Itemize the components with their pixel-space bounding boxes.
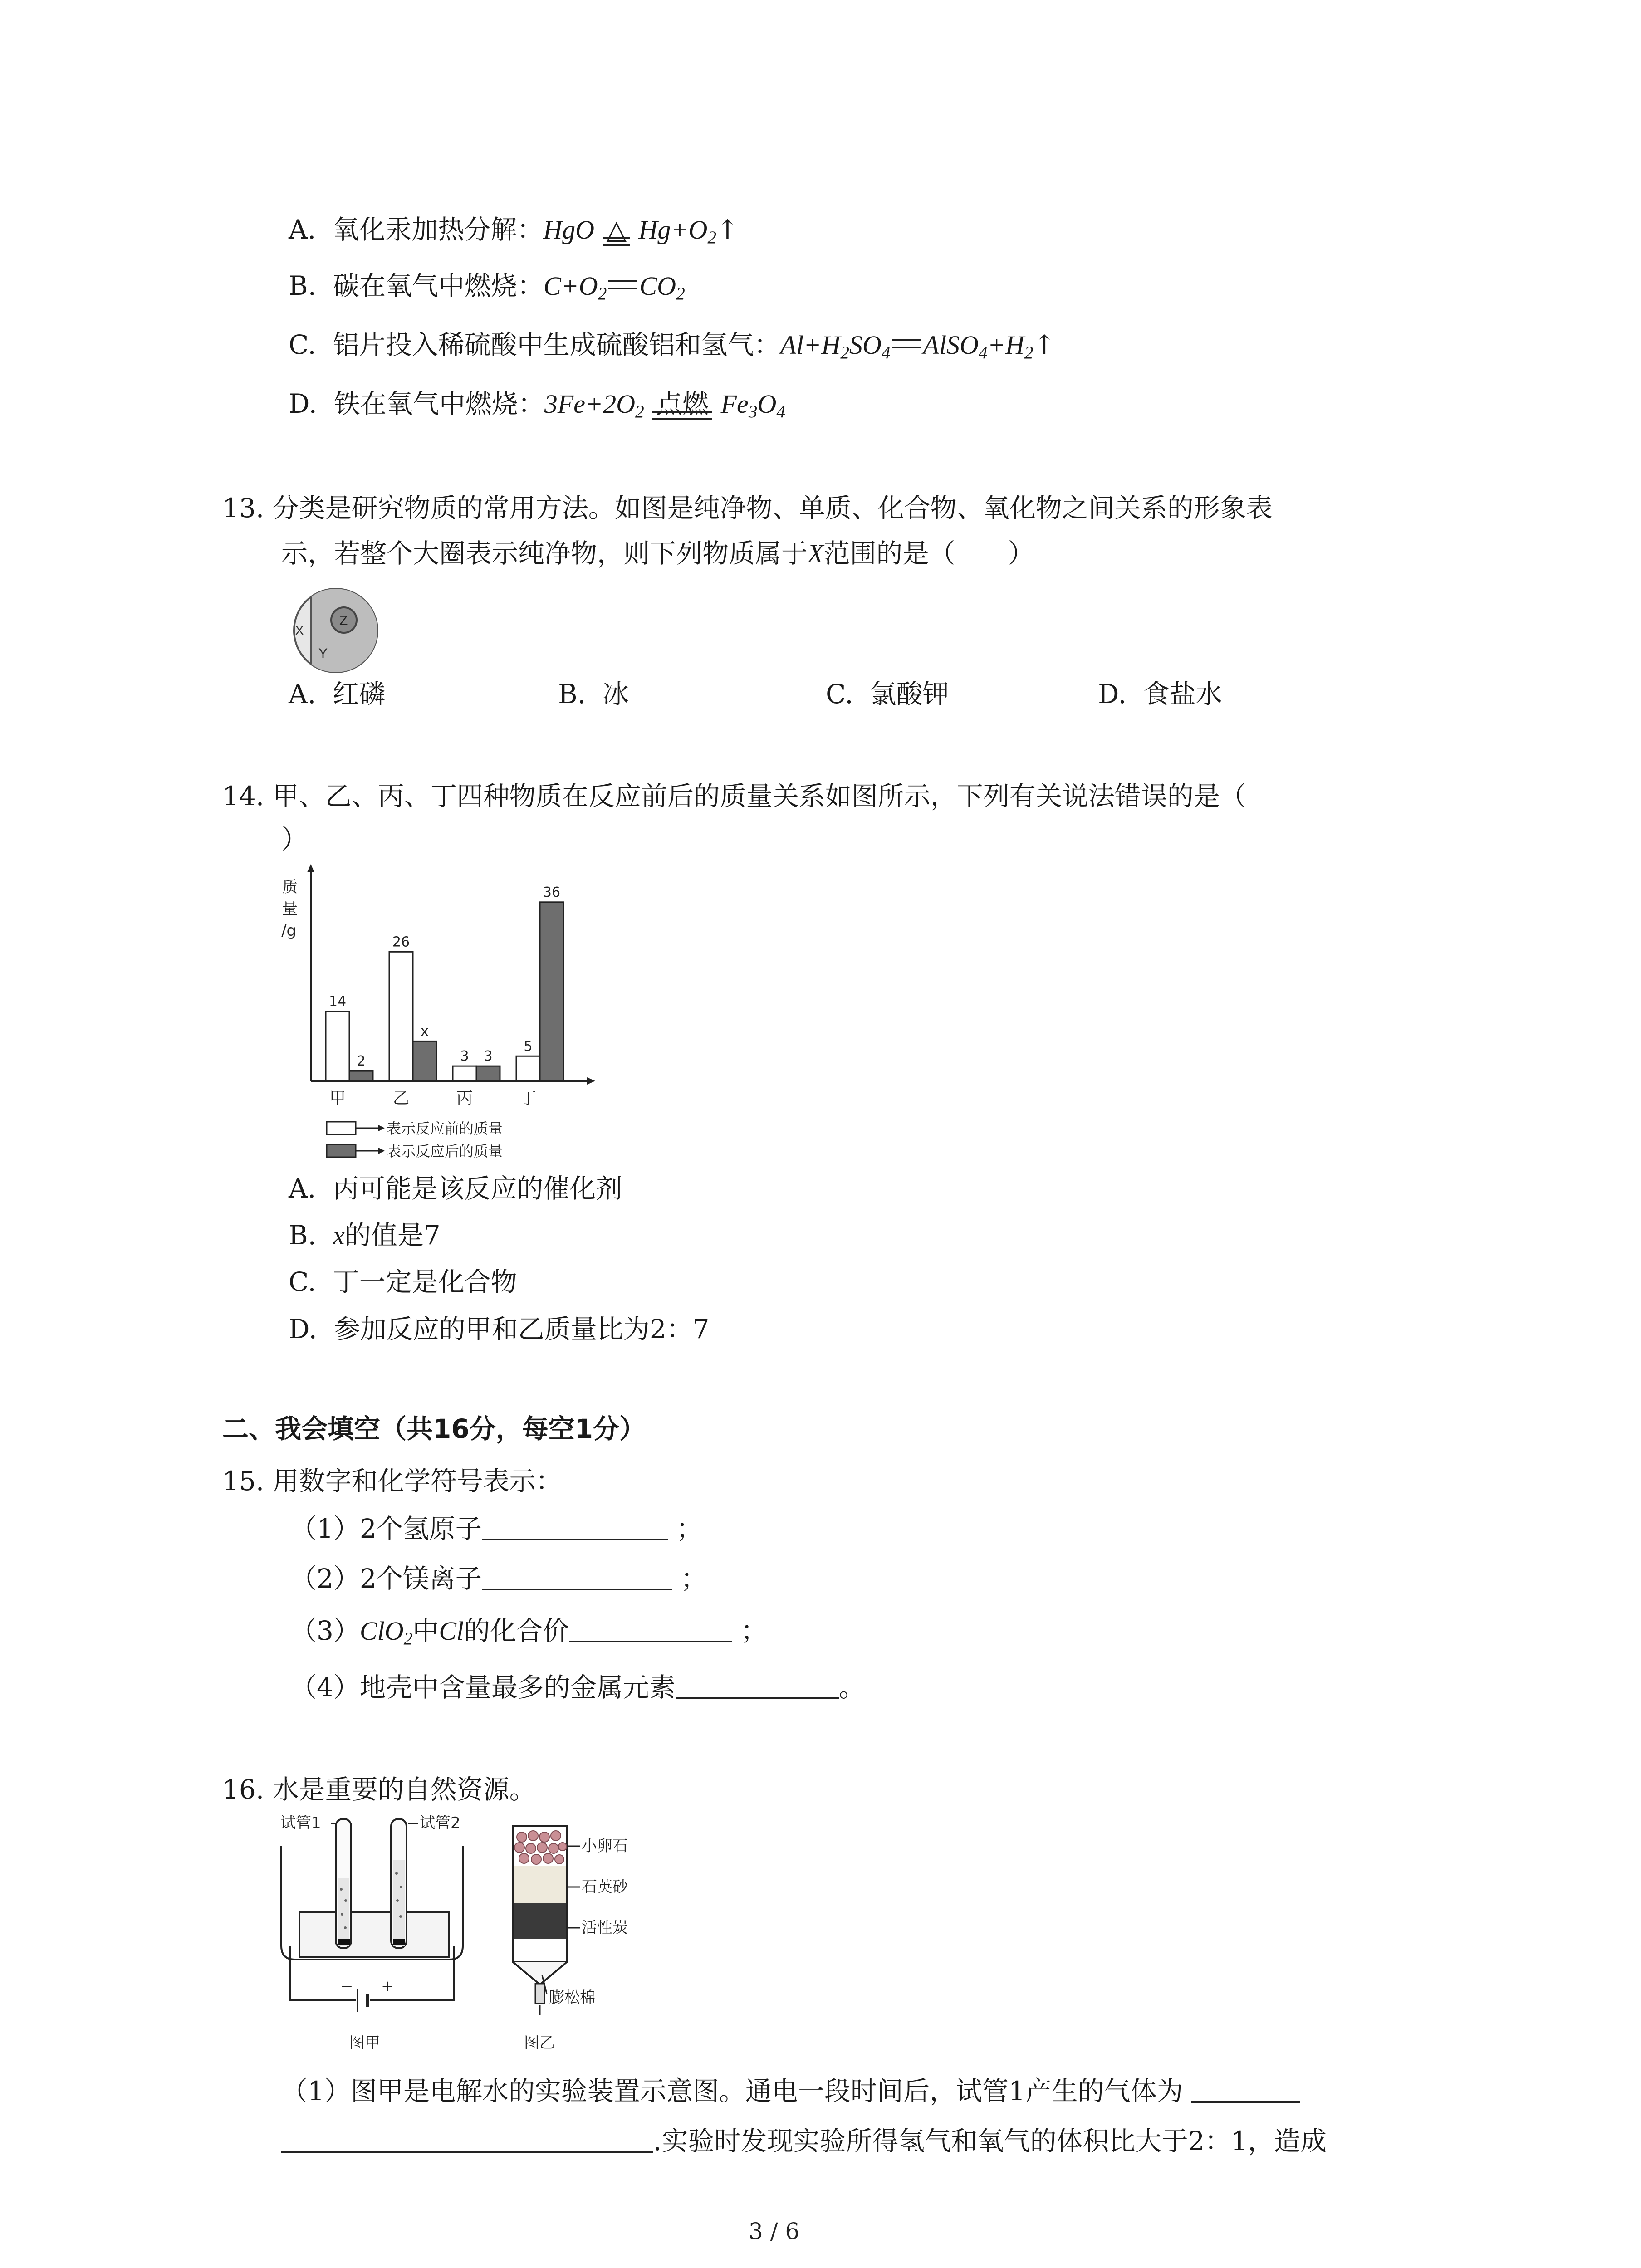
electrode [338,1939,350,1945]
data-label: 3 [460,1048,469,1065]
electrolysis-figure [272,1810,490,2064]
q15-stem: 15. 用数字和化学符号表示： [222,1466,562,1496]
q12-option-a: A. 氧化汞加热分解：HgO △ $Hg+O_2↑$ [289,211,739,248]
answer-blank[interactable] [482,1511,668,1540]
q14-option-b: B. x的值是7 [289,1220,441,1251]
water-filter-figure [499,1812,690,2066]
data-label: 3 [484,1048,493,1065]
equals-sign [608,280,637,289]
q14-stem-line1: 14. 甲、乙、丙、丁四种物质在反应前后的质量关系如图所示，下列有关说法错误的是（ [222,781,1246,811]
q16-part1-line2: .实验时发现实验所得氢气和氧气的体积比大于2：1，造成 [281,2123,1327,2159]
figA-caption: 图甲 [349,2034,380,2052]
answer-blank[interactable] [1191,2074,1300,2103]
option-label: D. [289,388,317,419]
question-number: 16. [222,1774,265,1805]
cotton-label: 膨松棉 [549,1989,595,2007]
category-label: 丙 [456,1089,473,1108]
reaction-condition: △ [603,211,630,248]
answer-blank[interactable] [676,1670,839,1699]
legend-label-before: 表示反应前的质量 [387,1120,503,1137]
bar-after [413,1041,436,1081]
q15-item-2: （2）2个镁离子 ； [290,1560,707,1597]
category-label: 丁 [519,1089,537,1108]
venn-label-z: Z [339,613,348,628]
q14-stem-line2: ） [281,824,308,855]
quartz-sand-label: 石英砂 [582,1878,628,1896]
q16-part1-line1: （1）图甲是电解水的实验装置示意图。通电一段时间后，试管1产生的气体为 [281,2073,1300,2109]
reaction-condition: 点燃 [652,386,712,422]
venn-diagram [281,583,390,678]
data-label: 14 [328,993,347,1010]
pebble-layer [514,1831,567,1864]
electrode [393,1939,405,1945]
q14-option-d: D. 参加反应的甲和乙质量比为2：7 [289,1314,710,1344]
q12-option-b: B. 碳在氧气中燃烧：$C+O_2$ $CO_2$ [289,270,685,303]
activated-carbon-layer [514,1903,566,1939]
minus-label: − [340,1977,353,1995]
answer-blank[interactable] [482,1561,672,1590]
category-label: 乙 [392,1089,410,1108]
bar-after [349,1071,373,1081]
equals-sign [892,339,921,348]
category-label: 甲 [329,1089,346,1108]
venn-label-y: Y [318,646,328,661]
activated-carbon-label: 活性炭 [582,1919,628,1937]
option-label: B. [289,270,317,301]
q13-stem-line1: 13. 分类是研究物质的常用方法。如图是纯净物、单质、化合物、氧化物之间关系的形象表 [222,493,1273,523]
gas-arrow-icon: ↑ [716,214,739,245]
bar-after [476,1066,500,1081]
q13-option-c: C. 氯酸钾 [826,679,949,709]
tube2-label: 试管2 [420,1814,460,1832]
q13-option-d: D. 食盐水 [1098,679,1222,709]
q14-option-a: A. 丙可能是该反应的催化剂 [289,1173,622,1204]
q12-option-c: C. 铝片投入稀硫酸中生成硫酸铝和氢气：$Al+H_2SO_4$ $AlSO_4+H_2↑$ [289,329,1056,362]
legend-label-after: 表示反应后的质量 [387,1143,503,1160]
data-label: 26 [392,934,410,950]
data-label: 5 [524,1038,533,1055]
gas-arrow-icon: ↑ [1033,329,1056,360]
q16-stem: 16. 水是重要的自然资源。 [222,1774,536,1805]
plus-label: + [381,1977,394,1995]
legend-arrow-icon [378,1148,385,1154]
bar-before [453,1066,476,1081]
x-axis-arrow-icon [587,1077,595,1085]
data-label: 36 [543,884,561,900]
option-label: C. [289,329,316,360]
pebble-label: 小卵石 [582,1837,628,1855]
answer-blank[interactable] [569,1613,732,1642]
y-axis-arrow-icon [307,864,314,872]
question-number: 15. [222,1466,265,1496]
answer-blank[interactable] [281,2124,653,2153]
legend-arrow-icon [378,1125,385,1131]
quartz-sand-layer [514,1866,566,1903]
data-label: 2 [357,1053,366,1070]
figB-caption: 图乙 [524,2034,555,2052]
q15-item-4: （4）地壳中含量最多的金属元素 。 [290,1669,865,1706]
q14-option-c: C. 丁一定是化合物 [289,1266,517,1297]
section-2-title: 二、我会填空（共16分，每空1分） [222,1413,646,1444]
q15-item-3: （3）ClO$_2$中Cl的化合价 ； [290,1613,767,1649]
option-label: A. [289,214,316,245]
bar-after [540,902,563,1081]
q15-item-1: （1）2个氢原子 ； [290,1510,702,1547]
water-trough [299,1912,449,1957]
tube1-label: 试管1 [280,1814,321,1832]
bar-before [326,1012,349,1081]
legend-swatch-after [327,1144,356,1157]
mass-bar-chart [272,864,617,1182]
page-number: 3 / 6 [749,2218,800,2244]
y-label-line: 质 [282,878,298,896]
bar-before [516,1056,540,1081]
data-label: x [421,1023,429,1040]
filter-nozzle [535,1984,544,2004]
q13-stem-line2: 示，若整个大圈表示纯净物，则下列物质属于X范围的是（ ） [281,538,1034,569]
q13-option-b: B. 冰 [558,679,629,709]
question-number: 14. [222,781,265,811]
y-label-line: /g [281,922,297,940]
venn-label-x: X [295,623,304,638]
legend-swatch-before [327,1122,356,1134]
q12-option-d: D. 铁在氧气中燃烧：$3Fe+2O_2$ 点燃 $Fe_3O_4$ [289,386,785,422]
bar-before [389,952,413,1081]
y-label-line: 量 [282,900,298,918]
question-number: 13. [222,493,265,523]
q13-option-a: A. 红磷 [289,679,386,709]
